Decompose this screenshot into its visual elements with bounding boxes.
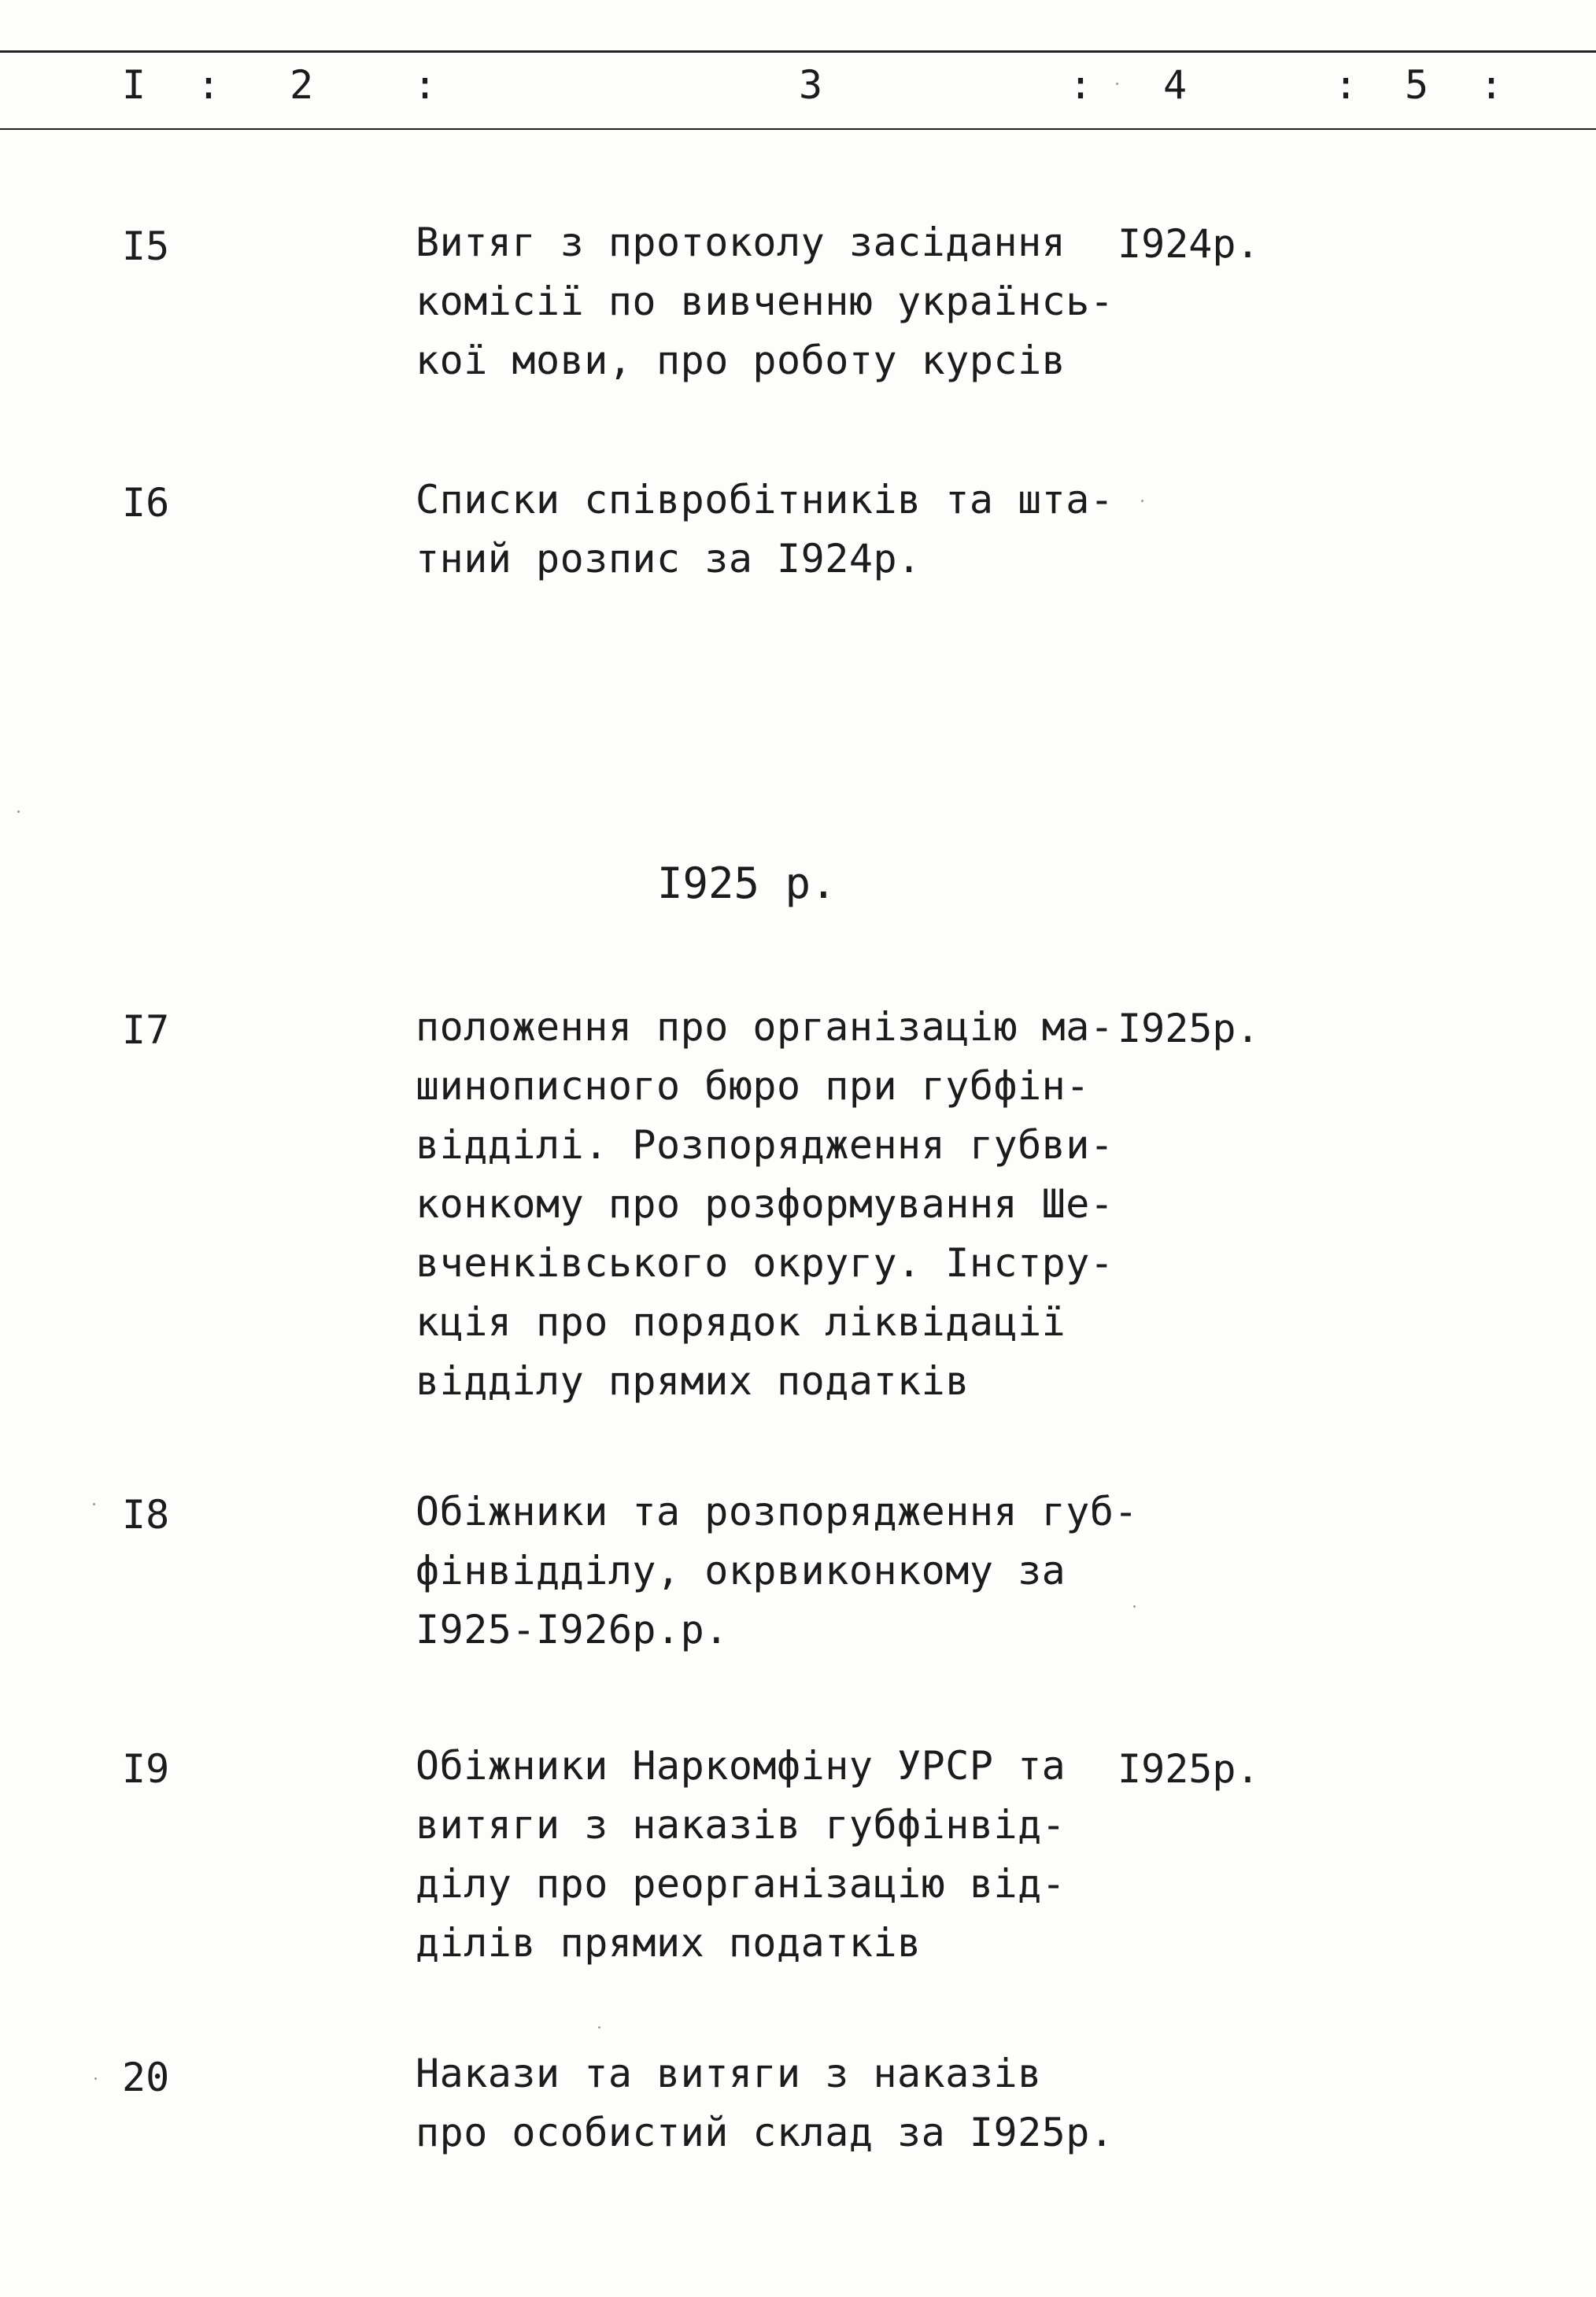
header-bottom-rule: [0, 128, 1596, 130]
entry-title-line: витяги з наказів губфінвід-: [416, 1802, 1066, 1848]
entry-number: I8: [122, 1492, 170, 1538]
column-header-4: 4: [1163, 62, 1188, 108]
section-year-heading: I925 р.: [657, 859, 837, 908]
column-separator-4: :: [1334, 62, 1358, 108]
entry-title-line: вченківського округу. Інстру-: [416, 1240, 1114, 1286]
entry-number: I5: [122, 223, 170, 269]
column-header-1: I: [122, 62, 146, 108]
entry-title-line: ділів прямих податків: [416, 1920, 922, 1966]
column-separator-3: :: [1069, 62, 1093, 108]
column-separator-5: :: [1480, 62, 1504, 108]
entry-title-line: ділу про реорганізацію від-: [416, 1861, 1066, 1907]
entry-number: I7: [122, 1007, 170, 1053]
column-header-3: 3: [799, 62, 823, 108]
entry-title-line: конкому про розформування Ше-: [416, 1181, 1114, 1227]
entry-title-line: відділу прямих податків: [416, 1358, 970, 1404]
entry-year: I925р.: [1118, 1746, 1260, 1792]
entry-number: I6: [122, 480, 170, 526]
column-header-2: 2: [290, 62, 314, 108]
entry-number: I9: [122, 1746, 170, 1792]
entry-title-line: I925-I926р.р.: [416, 1607, 729, 1653]
entry-title-line: комісії по вивченню укрaїнсь-: [416, 279, 1114, 324]
entry-title-line: фінвідділу, окрвиконкому за: [416, 1548, 1066, 1593]
entry-title-line: відділі. Розпорядження губви-: [416, 1122, 1114, 1168]
entry-year: I924р.: [1118, 221, 1260, 267]
entry-title-line: кція про порядок ліквідації: [416, 1299, 1066, 1345]
entry-title-line: тний розпис за I924р.: [416, 536, 922, 582]
entry-title-line: Обіжники та розпорядження губ-: [416, 1489, 1139, 1534]
entry-title-line: Списки співробітників та шта-: [416, 477, 1114, 523]
entry-number: 20: [122, 2055, 170, 2100]
entry-title-line: кої мови, про роботу курсів: [416, 338, 1066, 383]
entry-year: I925р.: [1118, 1006, 1260, 1051]
entry-title-line: про особистий склад за I925р.: [416, 2110, 1114, 2155]
entry-title-line: шинописного бюро при губфін-: [416, 1063, 1090, 1109]
column-header-5: 5: [1405, 62, 1429, 108]
column-separator-1: :: [197, 62, 221, 108]
entry-title-line: Обіжники Наркомфіну УРСР та: [416, 1743, 1066, 1789]
entry-title-line: Витяг з протоколу засідання: [416, 220, 1066, 265]
column-separator-2: :: [413, 62, 438, 108]
entry-title-line: положення про організацію ма-: [416, 1004, 1114, 1050]
header-top-rule: [0, 50, 1596, 53]
entry-title-line: Накази та витяги з наказів: [416, 2051, 1042, 2096]
